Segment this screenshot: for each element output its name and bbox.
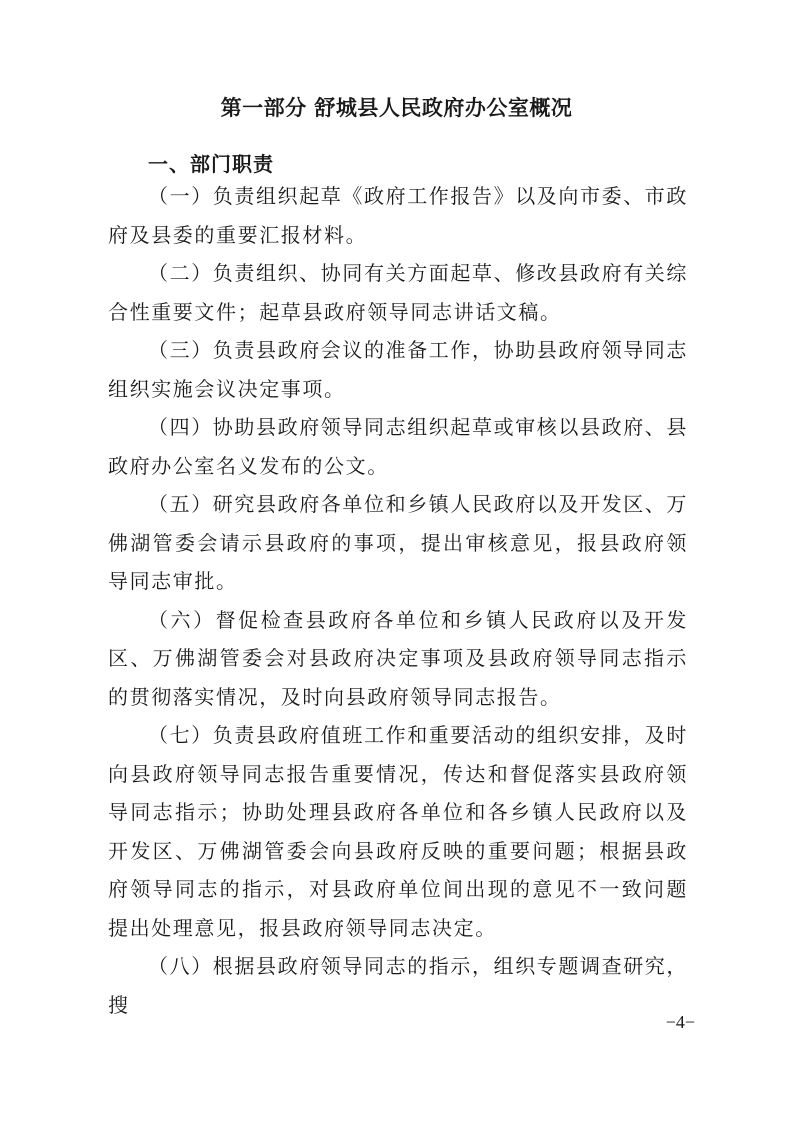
section-heading: 一、部门职责 xyxy=(148,152,274,176)
paragraph-6: （六）督促检查县政府各单位和乡镇人民政府以及开发区、万佛湖管委会对县政府决定事项及县政府领导同志指示的贯彻落实情况，及时向县政府领导同志报告。 xyxy=(108,607,688,709)
paragraph-3: （三）负责县政府会议的准备工作，协助县政府领导同志组织实施会议决定事项。 xyxy=(108,338,688,401)
paragraph-7: （七）负责县政府值班工作和重要活动的组织安排，及时向县政府领导同志报告重要情况，传达和督促落实县政府领导同志指示；协助处理县政府各单位和各乡镇人民政府以及开发区、万佛湖管委会向县政府反映的重要问题；根据县政府领导同志的指示，对县政府单位间出现的意见不一致问题提出处理意见，报县政府领导同志决定。 xyxy=(108,723,688,940)
page-number: −4− xyxy=(665,1012,695,1032)
body-text xyxy=(108,177,688,1024)
paragraph-1: （一）负责组织起草《政府工作报告》以及向市委、市政府及县委的重要汇报材料。 xyxy=(108,184,688,247)
paragraph-8: （八）根据县政府领导同志的指示，组织专题调查研究，搜 xyxy=(108,954,688,1017)
paragraph-2: （二）负责组织、协同有关方面起草、修改县政府有关综合性重要文件；起草县政府领导同志讲话文稿。 xyxy=(108,261,688,324)
paragraph-5: （五）研究县政府各单位和乡镇人民政府以及开发区、万佛湖管委会请示县政府的事项，提出审核意见，报县政府领导同志审批。 xyxy=(108,492,688,593)
page-title: 第一部分 舒城县人民政府办公室概况 xyxy=(220,96,573,120)
paragraph-4: （四）协助县政府领导同志组织起草或审核以县政府、县政府办公室名义发布的公文。 xyxy=(108,415,688,478)
